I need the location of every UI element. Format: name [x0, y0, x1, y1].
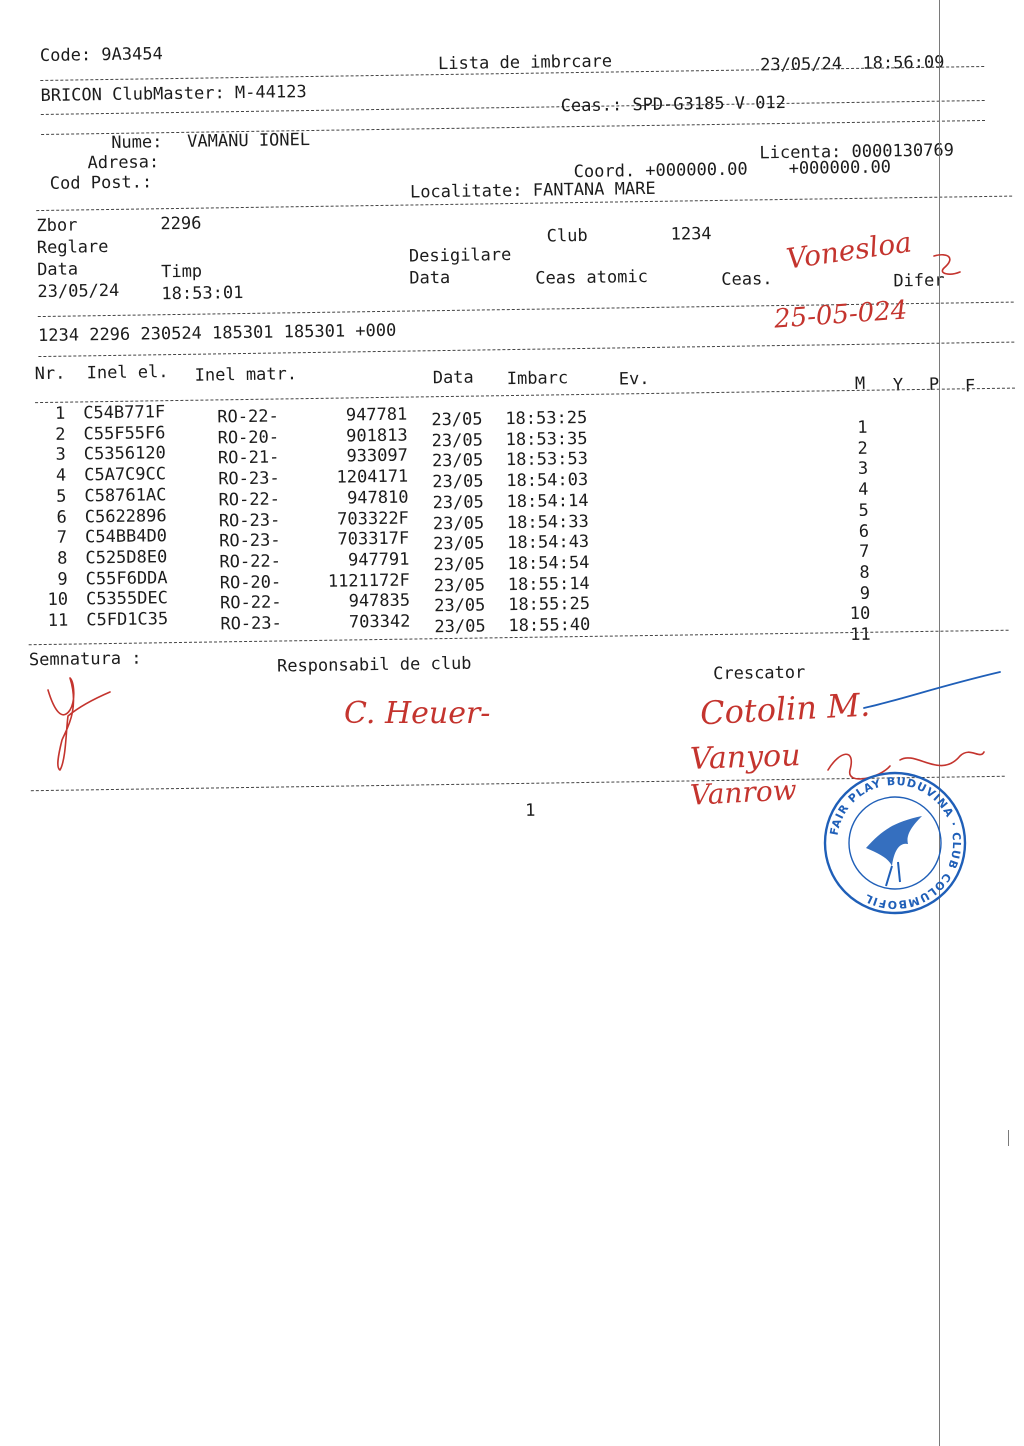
handwritten-signature-left	[40, 670, 130, 780]
ring-number: 6	[56, 507, 67, 528]
data-label: Data	[36, 259, 79, 281]
electronic-ring: C5622896	[84, 505, 167, 527]
rank-value: 2	[857, 438, 869, 459]
ring-number: 11	[47, 610, 69, 631]
electronic-ring: C54B771F	[83, 402, 166, 424]
document-title: Lista de imbrcare	[437, 51, 613, 75]
ring-prefix: RO-23-	[218, 468, 280, 490]
club-value: 1234	[670, 224, 712, 245]
handwritten-mark	[930, 250, 970, 280]
data2-label: Data	[409, 267, 451, 289]
ring-number: 2	[55, 424, 66, 445]
electronic-ring: C5355DEC	[85, 588, 169, 610]
handwritten-date-top: 25-05-024	[773, 295, 909, 335]
divider	[35, 388, 1015, 404]
address-label: Adresa:	[87, 152, 160, 174]
rank-value: 8	[859, 562, 870, 583]
divider	[41, 120, 985, 135]
ring-prefix: RO-21-	[217, 447, 280, 469]
time-value: 18:53:01	[161, 283, 244, 305]
arrival-date: 23/05	[431, 409, 483, 431]
col-inel-el: Inel el.	[86, 362, 169, 384]
arrival-date: 23/05	[432, 512, 485, 534]
electronic-ring: C58761AC	[84, 484, 167, 507]
rank-value: 9	[859, 583, 871, 604]
breeder-label: Crescator	[713, 662, 806, 685]
rank-value: 11	[849, 624, 871, 646]
ring-prefix: RO-23-	[218, 509, 281, 531]
boarding-time: 18:54:54	[507, 552, 590, 575]
col-inel-matr: Inel matr.	[194, 364, 298, 386]
ring-prefix: RO-23-	[220, 613, 282, 635]
arrival-date: 23/05	[433, 575, 486, 596]
arrival-date: 23/05	[434, 616, 486, 638]
electronic-ring: C5356120	[83, 443, 166, 465]
boarding-time: 18:53:25	[505, 407, 588, 430]
licence: Licenta: 0000130769	[759, 140, 955, 164]
ring-prefix: RO-22-	[219, 592, 282, 614]
ring-number: 5	[56, 486, 67, 507]
desigilare-label: Desigilare	[408, 245, 512, 267]
col-imbarc: Imbarc	[506, 368, 569, 390]
electronic-ring: C55F6DDA	[85, 567, 168, 589]
ring-serial: 947835	[348, 590, 411, 612]
club-responsible-signature: C. Heuer-	[344, 696, 491, 731]
electronic-ring: C54BB4D0	[84, 526, 168, 548]
print-datetime: 23/05/24 18:56:09	[760, 52, 945, 76]
boarding-time: 18:54:33	[506, 511, 589, 533]
ring-serial: 947810	[346, 487, 409, 509]
ring-serial: 703322F	[337, 508, 409, 530]
club-stamp-icon	[822, 770, 968, 916]
arrival-date: 23/05	[431, 450, 484, 472]
ring-serial: 947781	[345, 404, 408, 426]
reglare-label: Reglare	[36, 237, 109, 259]
arrival-date: 23/05	[434, 595, 486, 617]
page-number: 1	[525, 800, 536, 821]
handwritten-name-top: Vonesloa	[784, 225, 914, 276]
col-f: F	[964, 376, 976, 397]
electronic-ring: C55F55F6	[83, 422, 166, 445]
col-m: M	[854, 373, 866, 394]
arrival-date: 23/05	[432, 471, 484, 493]
postcode-label: Cod Post.:	[49, 172, 153, 194]
difer-label: Difer	[893, 270, 945, 292]
boarding-time: 18:54:03	[506, 470, 589, 492]
ring-serial: 947791	[347, 549, 410, 571]
zbor-value: 2296	[160, 213, 202, 235]
rank-value: 1	[857, 417, 868, 438]
col-nr: Nr.	[34, 363, 66, 385]
rank-value: 10	[849, 604, 871, 625]
breeder-signature-1: Cotolin M.	[699, 685, 871, 733]
club-responsible-label: Responsabil de club	[276, 653, 472, 677]
ring-number: 4	[55, 465, 67, 486]
ceas-atomic-label: Ceas atomic	[535, 267, 649, 289]
boarding-time: 18:54:43	[507, 532, 590, 554]
ring-serial: 703342	[348, 611, 411, 633]
coordinates: Coord. +000000.00 +000000.00	[573, 157, 892, 183]
col-data: Data	[432, 367, 474, 389]
date-value: 23/05/24	[37, 280, 120, 303]
boarding-time: 18:55:40	[508, 614, 591, 637]
rank-value: 7	[858, 541, 870, 563]
ceas-label: Ceas.	[721, 269, 773, 290]
breeder-signature-2: Vanyou	[689, 738, 802, 777]
ring-serial: 1204171	[336, 466, 409, 488]
ring-serial: 901813	[346, 425, 408, 447]
arrival-date: 23/05	[431, 430, 484, 451]
ring-number: 9	[57, 569, 68, 590]
ring-prefix: RO-22-	[218, 489, 281, 511]
ring-number: 10	[47, 589, 69, 611]
breeder-signature-3: Vanrow	[689, 773, 798, 812]
code-line: Code: 9A3454	[39, 44, 163, 66]
arrival-date: 23/05	[432, 492, 484, 514]
name-value: VAMANU IONEL	[187, 130, 311, 152]
locality: Localitate: FANTANA MARE	[409, 178, 656, 203]
rank-value: 4	[858, 479, 869, 501]
ring-prefix: RO-22-	[219, 551, 282, 573]
stamp-text: FAIR PLAY BUDUVINA · CLUB COLUMBOFIL	[827, 774, 964, 912]
paper-fold-mark	[1008, 1130, 1009, 1146]
ring-prefix: RO-20-	[217, 427, 280, 449]
signature-label: Semnatura :	[28, 648, 142, 671]
ring-prefix: RO-23-	[219, 530, 281, 552]
col-ev: Ev.	[618, 368, 650, 390]
boarding-time: 18:53:53	[505, 449, 589, 471]
rank-value: 3	[857, 459, 869, 480]
boarding-time: 18:54:14	[506, 490, 589, 512]
rank-value: 6	[858, 521, 870, 542]
ring-number: 7	[56, 527, 68, 548]
electronic-ring: C5FD1C35	[86, 609, 169, 631]
ring-prefix: RO-22-	[217, 406, 279, 428]
divider	[38, 342, 1014, 357]
rank-value: 5	[858, 500, 869, 521]
device-line: BRICON ClubMaster: M-44123	[40, 82, 307, 106]
ring-serial: 933097	[346, 445, 409, 467]
timp-label: Timp	[161, 261, 203, 283]
boarding-time: 18:55:14	[507, 573, 590, 595]
clock-line: Ceas.: SPD-G3185 V 012	[560, 92, 787, 117]
ring-number: 8	[57, 548, 68, 569]
boarding-time: 18:55:25	[507, 594, 591, 616]
arrival-date: 23/05	[433, 533, 485, 555]
col-p: P	[928, 374, 940, 395]
electronic-ring: C5A7C9CC	[84, 464, 167, 486]
zbor-label: Zbor	[36, 215, 78, 237]
ring-number: 1	[54, 403, 66, 424]
ring-serial: 703317F	[337, 528, 410, 550]
club-label: Club	[546, 225, 588, 247]
blue-pen-stroke	[860, 666, 1010, 726]
arrival-date: 23/05	[433, 554, 485, 576]
electronic-ring: C525D8E0	[85, 547, 168, 569]
ring-prefix: RO-20-	[219, 572, 282, 593]
ring-number: 3	[55, 445, 67, 466]
boarding-time: 18:53:35	[505, 428, 588, 450]
name-label: Nume:	[111, 132, 163, 153]
ring-serial: 1121172F	[327, 570, 410, 592]
col-y: Y	[892, 375, 904, 396]
summary-line: 1234 2296 230524 185301 185301 +000	[37, 320, 397, 347]
